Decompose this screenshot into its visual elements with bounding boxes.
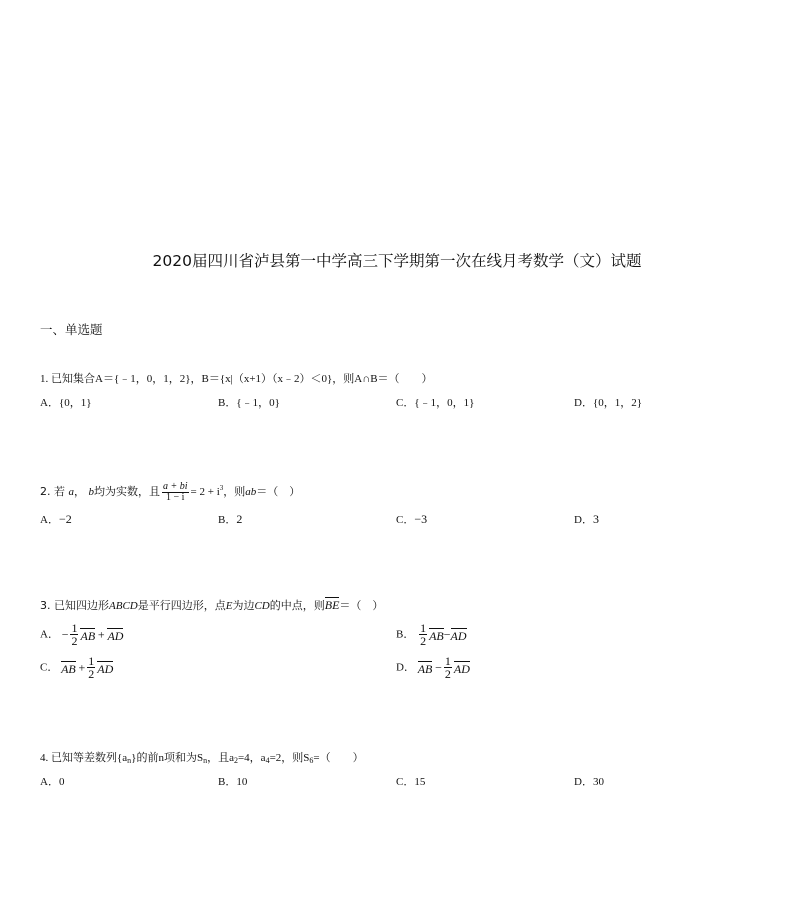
q2-option-a[interactable]	[40, 511, 72, 528]
var-a: a	[68, 486, 74, 498]
option-text: {﹣1，0}	[236, 397, 280, 409]
option-text: 30	[592, 776, 604, 788]
fraction-numerator: 1	[420, 621, 427, 635]
q1-option-a[interactable]	[40, 395, 92, 411]
q4-text-2: }的前n项和为S	[131, 752, 204, 764]
fraction-half	[419, 622, 427, 647]
var-e: E	[225, 600, 233, 612]
fraction-half	[444, 655, 452, 680]
var-ab: ab	[245, 486, 257, 498]
q3-text-1: 3. 已知四边形	[40, 599, 109, 612]
option-label: D．	[574, 776, 593, 788]
option-label: D．	[574, 397, 593, 409]
option-label: A．	[40, 514, 59, 526]
fraction-half	[87, 655, 95, 680]
option-label: C．	[396, 397, 415, 409]
option-label: A．	[40, 776, 59, 788]
q2-option-d[interactable]	[574, 511, 599, 528]
q3-text-3: 为边	[232, 599, 255, 612]
fraction-denominator: 1 − i	[166, 491, 185, 503]
option-label: C．	[396, 514, 415, 526]
q4-option-b[interactable]	[218, 774, 247, 790]
subscript-2: 2	[233, 756, 238, 765]
q4-option-a[interactable]	[40, 774, 64, 790]
option-label: B．	[218, 776, 237, 788]
q3-option-d[interactable]	[396, 655, 470, 680]
q2-number: 2. 若	[40, 485, 65, 498]
vector-ad: AD	[453, 661, 470, 676]
fraction-numerator: 1	[444, 654, 451, 668]
option-label: A．	[40, 628, 59, 641]
q4-text-3: ，且a	[207, 752, 234, 764]
q3-option-b[interactable]	[396, 622, 467, 647]
option-text: −3	[414, 512, 428, 526]
q2-then: ，则	[223, 485, 246, 498]
question-2-stem	[40, 480, 300, 503]
option-label: B．	[218, 397, 237, 409]
minus-sign: −	[443, 627, 451, 642]
rhs: = 2 + i	[190, 486, 220, 498]
option-text: 3	[592, 512, 599, 526]
var-cd: CD	[254, 600, 270, 612]
q1-option-c[interactable]	[396, 395, 474, 411]
minus-sign: −	[435, 660, 442, 675]
fraction-half	[70, 622, 78, 647]
question-1-stem: 1. 已知集合A＝{﹣1，0，1，2}，B＝{x|（x+1）（x﹣2）＜0}，则A∩B＝（ ）	[40, 373, 433, 385]
option-label: D．	[396, 661, 415, 674]
vector-ab: AB	[61, 661, 76, 676]
vector-ad: AD	[107, 628, 124, 643]
separator: ，	[74, 485, 85, 498]
question-4-stem	[40, 750, 364, 769]
option-text: −2	[58, 512, 72, 526]
page-title: 2020届四川省泸县第一中学高三下学期第一次在线月考数学（文）试题	[152, 252, 642, 270]
subscript-n: n	[203, 756, 208, 765]
q4-option-d[interactable]	[574, 774, 604, 790]
fraction-numerator: a + bi	[163, 480, 188, 492]
fraction-numerator: 1	[88, 654, 95, 668]
q2-tail: ＝（ ）	[256, 485, 301, 498]
option-text: {0，1，2}	[592, 397, 643, 409]
vector-ab: AB	[417, 661, 433, 676]
q4-text-5: =2，则S	[269, 752, 310, 764]
fraction	[162, 482, 189, 503]
q2-option-c[interactable]	[396, 511, 427, 528]
q3-option-a[interactable]	[40, 622, 123, 647]
option-text: 0	[58, 776, 65, 788]
var-b: b	[88, 486, 94, 498]
q3-text-2: 是平行四边形，点	[137, 599, 226, 612]
subscript-4: 4	[265, 756, 270, 765]
q4-option-c[interactable]	[396, 774, 425, 790]
q1-option-b[interactable]	[218, 395, 280, 411]
vector-ad: AD	[97, 661, 114, 676]
vector-ad: AD	[450, 628, 467, 643]
q4-text-6: =（ ）	[313, 752, 364, 764]
question-3-stem	[40, 597, 383, 614]
q2-option-b[interactable]	[218, 511, 242, 528]
q1-option-d[interactable]	[574, 395, 642, 411]
option-text: {﹣1，0，1}	[414, 397, 475, 409]
option-label: A．	[40, 397, 59, 409]
option-label: C．	[396, 776, 415, 788]
fraction-denominator: 2	[88, 667, 95, 681]
vector-ab: AB	[429, 628, 444, 643]
q3-option-c[interactable]	[40, 655, 113, 680]
var-abcd: ABCD	[109, 600, 138, 612]
option-text: 10	[236, 776, 248, 788]
fraction-denominator: 2	[420, 634, 427, 648]
q2-text: 均为实数，且	[94, 485, 160, 498]
option-label: C．	[40, 661, 59, 674]
option-label: B．	[218, 514, 237, 526]
vector-be: BE	[324, 598, 340, 612]
subscript-6: 6	[309, 756, 314, 765]
subscript-n: n	[127, 756, 132, 765]
option-label: D．	[574, 514, 593, 526]
q3-tail: ＝（ ）	[339, 599, 384, 612]
fraction-numerator: 1	[71, 621, 78, 635]
plus-sign: +	[97, 627, 105, 642]
option-text: 15	[414, 776, 426, 788]
section-heading: 一、单选题	[40, 322, 103, 337]
fraction-denominator: 2	[71, 634, 78, 648]
q3-text-4: 的中点，则	[269, 599, 325, 612]
exponent: 3	[219, 484, 224, 492]
q4-text-1: 4. 已知等差数列{a	[40, 752, 128, 764]
vector-ab: AB	[80, 628, 96, 643]
minus-sign: −	[61, 627, 69, 642]
q4-text-4: =4，a	[237, 752, 266, 764]
fraction-denominator: 2	[444, 667, 451, 681]
option-text: {0，1}	[58, 397, 92, 409]
plus-sign: +	[78, 660, 86, 675]
option-text: 2	[236, 512, 243, 526]
option-label: B．	[396, 628, 415, 641]
